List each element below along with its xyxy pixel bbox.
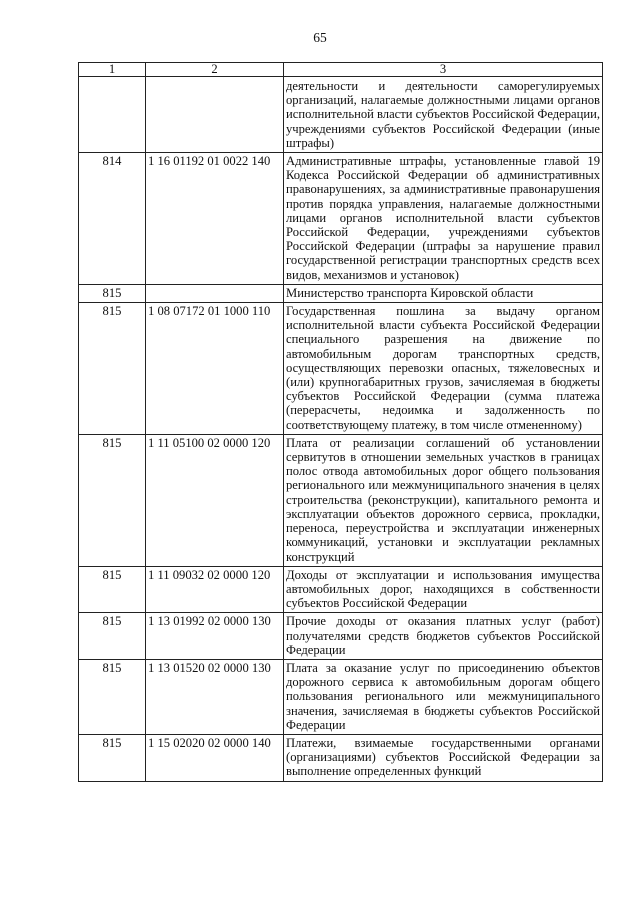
table-row bbox=[79, 77, 603, 153]
table-row bbox=[79, 153, 603, 285]
page-number: 65 bbox=[313, 30, 327, 45]
table-row bbox=[79, 734, 603, 781]
code-cell: 1 08 07172 01 1000 110 bbox=[146, 303, 284, 435]
description-cell: Доходы от эксплуатации и использования имущества автомобильных дорог, находящихся в собственности субъектов Российской Федерации bbox=[284, 566, 603, 613]
code-cell: 1 16 01192 01 0022 140 bbox=[146, 153, 284, 285]
description-cell: Министерство транспорта Кировской области bbox=[284, 284, 603, 302]
code-cell bbox=[146, 77, 284, 153]
code-cell: 1 13 01520 02 0000 130 bbox=[146, 659, 284, 734]
chapter-cell: 814 bbox=[79, 153, 146, 285]
table-row bbox=[79, 659, 603, 734]
description-cell: Плата от реализации соглашений об установлении сервитутов в отношении земельных участков в границах полос отвода автомобильных дорог общего пользования регионального или межмуниципального значения в целях строительства (реконструкции), капитального ремонта и эксплуатации объектов дорожного сервиса, прокладки, переноса, переустройства и эксплуатации инженерных коммуникаций, установки и эксплуатации рекламных конструкций bbox=[284, 434, 603, 566]
chapter-cell: 815 bbox=[79, 284, 146, 302]
column-header-2: 2 bbox=[146, 63, 284, 77]
column-header-3: 3 bbox=[284, 63, 603, 77]
revenue-classification-table bbox=[78, 62, 603, 782]
description-cell: Административные штрафы, установленные главой 19 Кодекса Российской Федерации об административных правонарушениях, за административные правонарушения против порядка управления, налагаемые должностными лицами органов исполнительной власти субъектов Российской Федерации, учреждениями субъектов Российской Федерации (штрафы за нарушение правил государственной регистрации транспортных средств всех видов, механизмов и установок) bbox=[284, 153, 603, 285]
table-row bbox=[79, 303, 603, 435]
code-cell: 1 13 01992 02 0000 130 bbox=[146, 613, 284, 660]
description-cell: Платежи, взимаемые государственными органами (организациями) субъектов Российской Федерации за выполнение определенных функций bbox=[284, 734, 603, 781]
chapter-cell: 815 bbox=[79, 659, 146, 734]
table-header-row bbox=[79, 63, 603, 77]
description-cell: Прочие доходы от оказания платных услуг (работ) получателями средств бюджетов субъектов Российской Федерации bbox=[284, 613, 603, 660]
column-header-1: 1 bbox=[79, 63, 146, 77]
description-cell: деятельности и деятельности саморегулируемых организаций, налагаемые должностными лицами органов исполнительной власти субъектов Российской Федерации, учреждениями субъектов Российской Федерации (иные штрафы) bbox=[284, 77, 603, 153]
table-row bbox=[79, 284, 603, 302]
chapter-cell: 815 bbox=[79, 434, 146, 566]
code-cell: 1 11 05100 02 0000 120 bbox=[146, 434, 284, 566]
chapter-cell bbox=[79, 77, 146, 153]
code-cell: 1 15 02020 02 0000 140 bbox=[146, 734, 284, 781]
description-cell: Плата за оказание услуг по присоединению объектов дорожного сервиса к автомобильным дорогам общего пользования регионального или межмуниципального значения, зачисляемая в бюджеты субъектов Российской Федерации bbox=[284, 659, 603, 734]
description-cell: Государственная пошлина за выдачу органом исполнительной власти субъекта Российской Федерации специального разрешения на движение по автомобильным дорогам транспортных средств, осуществляющих перевозки опасных, тяжеловесных и (или) крупногабаритных грузов, зачисляемая в бюджеты субъектов Российской Федерации (сумма платежа (перерасчеты, недоимка и задолженность по соответствующему платежу, в том числе отмененному) bbox=[284, 303, 603, 435]
table-row bbox=[79, 566, 603, 613]
chapter-cell: 815 bbox=[79, 303, 146, 435]
chapter-cell: 815 bbox=[79, 734, 146, 781]
chapter-cell: 815 bbox=[79, 613, 146, 660]
chapter-cell: 815 bbox=[79, 566, 146, 613]
code-cell: 1 11 09032 02 0000 120 bbox=[146, 566, 284, 613]
code-cell bbox=[146, 284, 284, 302]
table-row bbox=[79, 434, 603, 566]
table-row bbox=[79, 613, 603, 660]
